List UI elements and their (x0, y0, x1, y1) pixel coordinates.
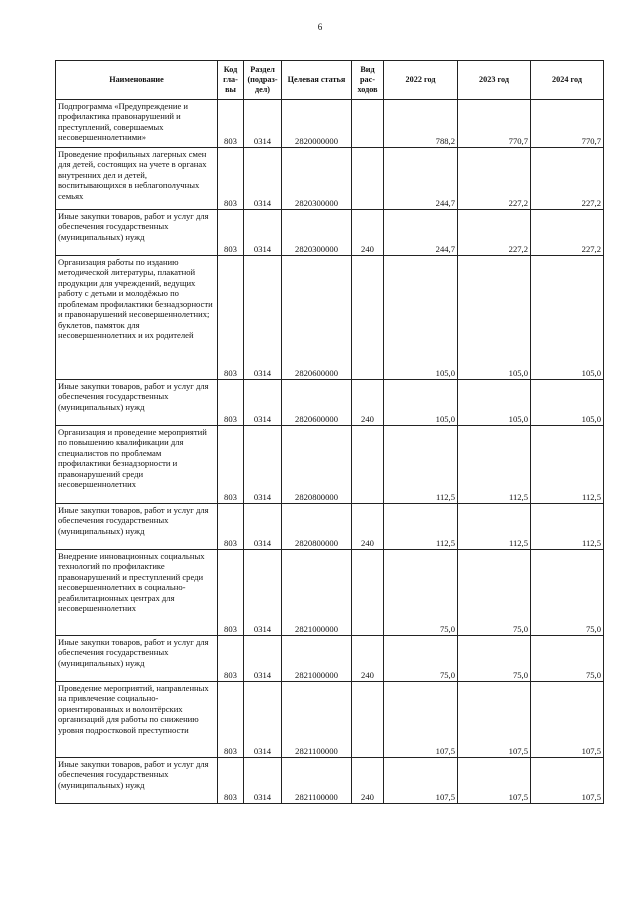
row-value-2023: 112,5 (458, 504, 531, 550)
row-expense-type (352, 426, 384, 504)
header-year-2023: 2023 год (458, 61, 531, 100)
table-row (56, 256, 604, 380)
row-expense-type (352, 550, 384, 636)
row-expense-type (352, 100, 384, 148)
row-value-2023: 227,2 (458, 210, 531, 256)
row-code: 803 (218, 636, 244, 682)
row-expense-type: 240 (352, 636, 384, 682)
row-value-2023: 107,5 (458, 758, 531, 804)
row-value-2023: 75,0 (458, 636, 531, 682)
row-expense-type: 240 (352, 210, 384, 256)
row-code: 803 (218, 758, 244, 804)
row-expense-type: 240 (352, 504, 384, 550)
row-target-article: 2820300000 (282, 148, 352, 210)
row-target-article: 2821100000 (282, 682, 352, 758)
row-name: Иные закупки товаров, работ и услуг для обеспечения государственных (муниципальных) нужд (56, 758, 218, 804)
row-name: Иные закупки товаров, работ и услуг для обеспечения государственных (муниципальных) нужд (56, 380, 218, 426)
row-value-2024: 107,5 (531, 758, 604, 804)
header-code: Код гла- вы (218, 61, 244, 100)
row-target-article: 2820600000 (282, 380, 352, 426)
row-value-2023: 107,5 (458, 682, 531, 758)
row-name: Подпрограмма «Предупреждение и профилактика правонарушений и преступлений, совершаемых несовершеннолетними» (56, 100, 218, 148)
row-value-2023: 75,0 (458, 550, 531, 636)
row-value-2023: 105,0 (458, 256, 531, 380)
row-section: 0314 (244, 210, 282, 256)
table-row (56, 148, 604, 210)
row-value-2022: 244,7 (384, 148, 458, 210)
row-value-2024: 112,5 (531, 426, 604, 504)
table-row (56, 636, 604, 682)
row-section: 0314 (244, 550, 282, 636)
row-value-2023: 112,5 (458, 426, 531, 504)
row-name: Иные закупки товаров, работ и услуг для обеспечения государственных (муниципальных) нужд (56, 210, 218, 256)
row-section: 0314 (244, 426, 282, 504)
row-value-2024: 107,5 (531, 682, 604, 758)
row-target-article: 2821100000 (282, 758, 352, 804)
table-row (56, 504, 604, 550)
row-target-article: 2821000000 (282, 636, 352, 682)
row-value-2023: 770,7 (458, 100, 531, 148)
row-code: 803 (218, 682, 244, 758)
row-code: 803 (218, 380, 244, 426)
table-row (56, 426, 604, 504)
row-value-2024: 227,2 (531, 210, 604, 256)
row-section: 0314 (244, 100, 282, 148)
budget-table (55, 60, 604, 804)
row-name: Проведение профильных лагерных смен для детей, состоящих на учете в органах внутренних дел и детей, воспитывающихся в неблагополучных семьях (56, 148, 218, 210)
row-value-2023: 227,2 (458, 148, 531, 210)
row-name: Проведение мероприятий, направленных на привлечение социально-ориентированных и волонтёрских организаций для работы по снижению уровня подростковой преступности (56, 682, 218, 758)
table-body (56, 100, 604, 804)
table-row (56, 100, 604, 148)
row-section: 0314 (244, 148, 282, 210)
row-expense-type: 240 (352, 380, 384, 426)
row-target-article: 2820800000 (282, 504, 352, 550)
row-section: 0314 (244, 380, 282, 426)
row-expense-type: 240 (352, 758, 384, 804)
row-value-2024: 112,5 (531, 504, 604, 550)
header-expense-type: Вид рас- ходов (352, 61, 384, 100)
row-code: 803 (218, 148, 244, 210)
header-year-2022: 2022 год (384, 61, 458, 100)
row-value-2024: 227,2 (531, 148, 604, 210)
row-value-2024: 75,0 (531, 636, 604, 682)
row-value-2022: 244,7 (384, 210, 458, 256)
page-number: 6 (317, 22, 323, 32)
row-value-2024: 105,0 (531, 256, 604, 380)
row-name: Иные закупки товаров, работ и услуг для обеспечения государственных (муниципальных) нужд (56, 504, 218, 550)
row-name: Внедрение инновационных социальных технологий по профилактике правонарушений и преступлений среди несовершеннолетних в социально-реабилитационных центрах для несовершеннолетних (56, 550, 218, 636)
row-code: 803 (218, 550, 244, 636)
header-target-article: Целевая статья (282, 61, 352, 100)
row-value-2024: 105,0 (531, 380, 604, 426)
header-section: Раздел (подраз- дел) (244, 61, 282, 100)
row-target-article: 2820600000 (282, 256, 352, 380)
row-section: 0314 (244, 758, 282, 804)
table-row (56, 210, 604, 256)
row-value-2022: 75,0 (384, 550, 458, 636)
row-name: Иные закупки товаров, работ и услуг для обеспечения государственных (муниципальных) нужд (56, 636, 218, 682)
row-name: Организация и проведение мероприятий по повышению квалификации для специалистов по проблемам профилактики безнадзорности и правонарушений среди несовершеннолетних (56, 426, 218, 504)
row-value-2022: 75,0 (384, 636, 458, 682)
row-value-2022: 107,5 (384, 682, 458, 758)
row-code: 803 (218, 504, 244, 550)
row-expense-type (352, 256, 384, 380)
row-expense-type (352, 682, 384, 758)
row-name: Организация работы по изданию методической литературы, плакатной продукции для учреждений, ведущих работу с детьми и молодёжью по проблемам профилактики безнадзорности и правонарушений несовершеннолетних; буклетов, памяток для несовершеннолетних и их родителей (56, 256, 218, 380)
header-name: Наименование (56, 61, 218, 100)
row-code: 803 (218, 256, 244, 380)
row-value-2024: 770,7 (531, 100, 604, 148)
row-target-article: 2820000000 (282, 100, 352, 148)
row-value-2022: 105,0 (384, 256, 458, 380)
row-code: 803 (218, 100, 244, 148)
table-row (56, 380, 604, 426)
row-target-article: 2820800000 (282, 426, 352, 504)
row-target-article: 2821000000 (282, 550, 352, 636)
row-section: 0314 (244, 636, 282, 682)
row-value-2022: 107,5 (384, 758, 458, 804)
row-value-2023: 105,0 (458, 380, 531, 426)
row-section: 0314 (244, 256, 282, 380)
header-year-2024: 2024 год (531, 61, 604, 100)
row-value-2024: 75,0 (531, 550, 604, 636)
table-row (56, 550, 604, 636)
row-code: 803 (218, 426, 244, 504)
row-section: 0314 (244, 504, 282, 550)
row-value-2022: 112,5 (384, 504, 458, 550)
row-expense-type (352, 148, 384, 210)
row-target-article: 2820300000 (282, 210, 352, 256)
row-value-2022: 112,5 (384, 426, 458, 504)
row-value-2022: 105,0 (384, 380, 458, 426)
row-value-2022: 788,2 (384, 100, 458, 148)
row-code: 803 (218, 210, 244, 256)
row-section: 0314 (244, 682, 282, 758)
table-header (56, 61, 604, 100)
table-row (56, 758, 604, 804)
table-row (56, 682, 604, 758)
